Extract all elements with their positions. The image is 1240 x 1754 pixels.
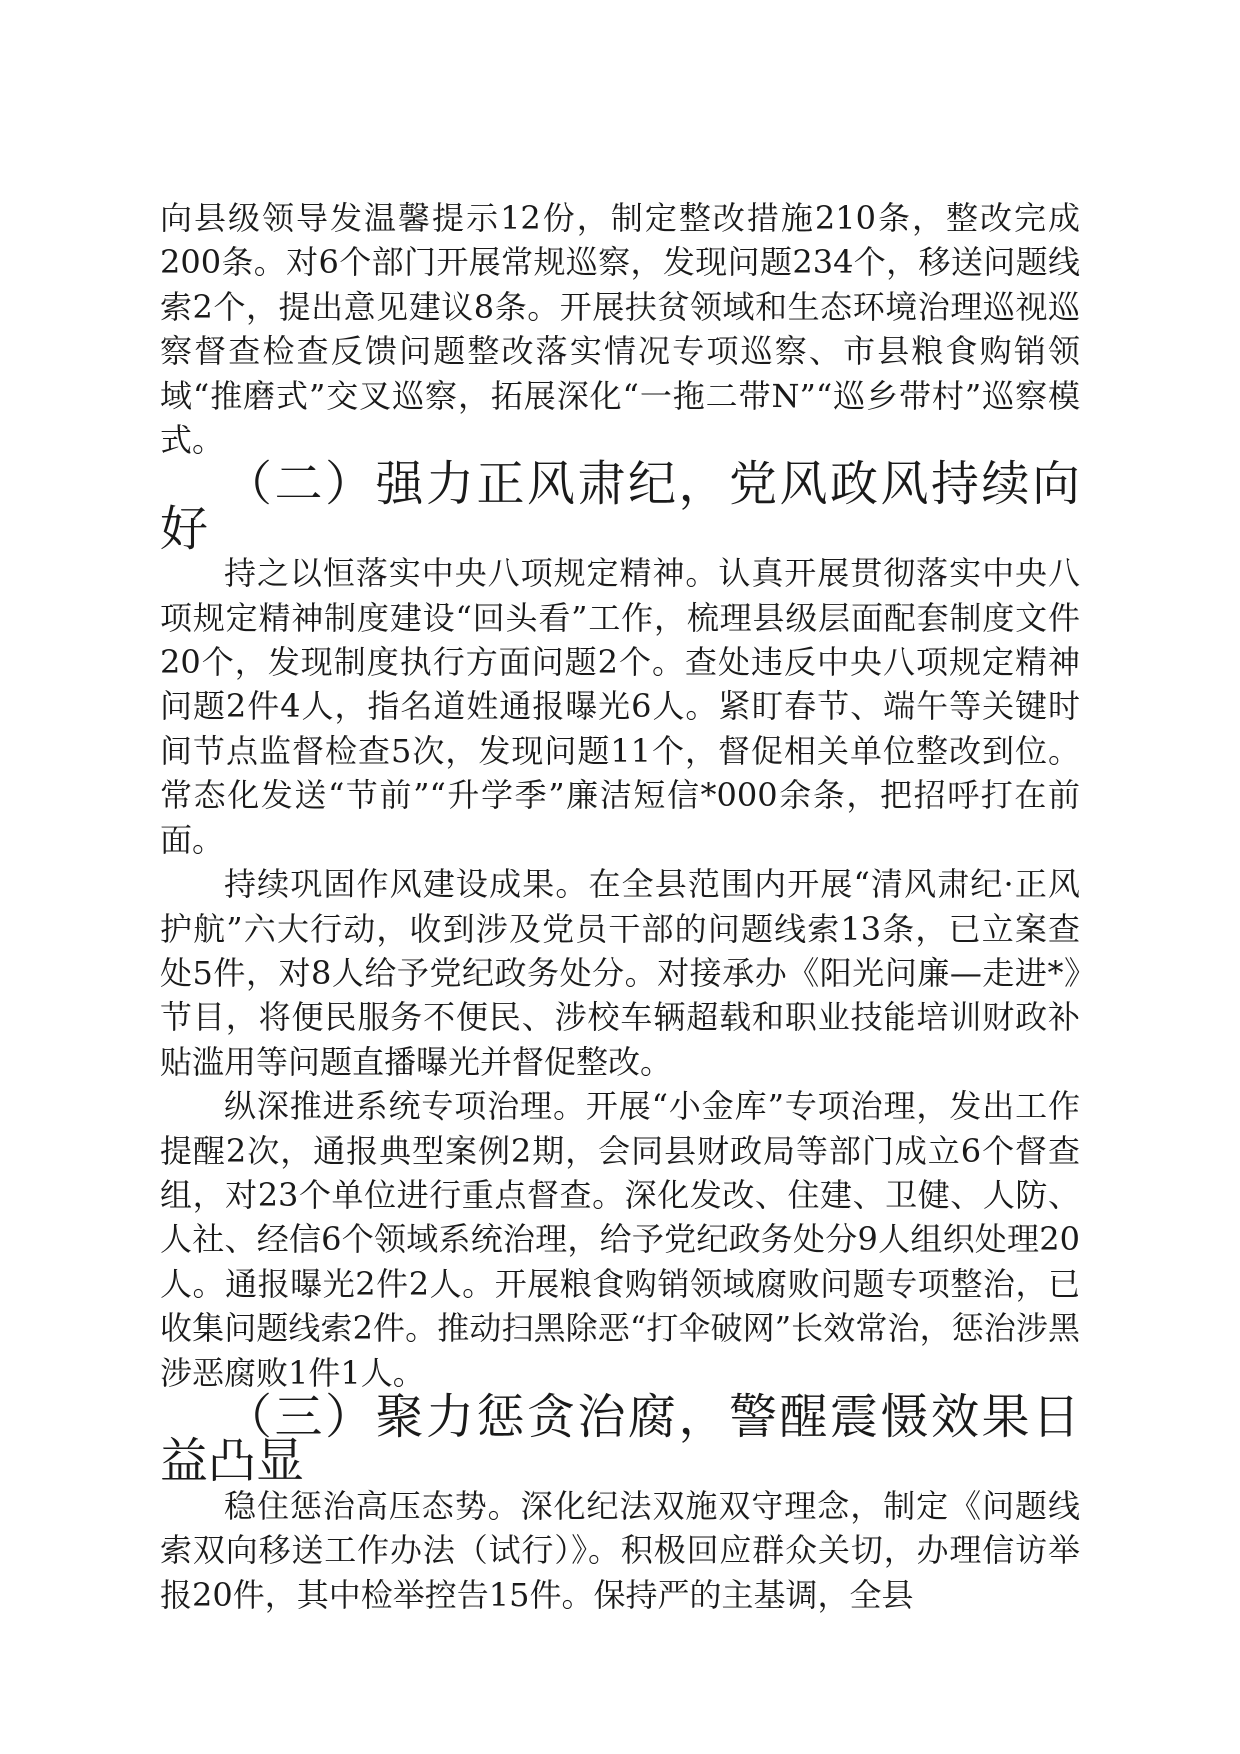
paragraph-special-governance: 纵深推进系统专项治理。开展“小金库”专项治理，发出工作提醒2次，通报典型案例2期，会同县财政局等部门成立6个督查组，对23个单位进行重点督查。深化发改、住建、卫健、人防、人社、经信6个领域系统治理，给予党纪政务处分9人组织处理20人。通报曝光2件2人。开展粮食购销领域腐败问题专项整治，已收集问题线索2件。推动扫黑除恶“打伞破网”长效常治，惩治涉黑涉恶腐败1件1人。 — [160, 1087, 1080, 1392]
section-heading-two: （二）强力正风肃纪，党风政风持续向好 — [160, 456, 1080, 557]
paragraph-eight-rules: 持之以恒落实中央八项规定精神。认真开展贯彻落实中央八项规定精神制度建设“回头看”工作，梳理县级层面配套制度文件20个，发现制度执行方面问题2个。查处违反中央八项规定精神问题2件4人，指名道姓通报曝光6人。紧盯春节、端午等关键时间节点监督检查5次，发现问题11个，督促相关单位整改到位。常态化发送“节前”“升学季”廉洁短信*000余条，把招呼打在前面。 — [160, 554, 1080, 859]
document-page — [160, 196, 1080, 1617]
paragraph-style-building: 持续巩固作风建设成果。在全县范围内开展“清风肃纪·正风护航”六大行动，收到涉及党员干部的问题线索13条，已立案查处5件，对8人给予党纪政务处分。对接承办《阳光问廉—走进*》节目，将便民服务不便民、涉校车辆超载和职业技能培训财政补贴滥用等问题直播曝光并督促整改。 — [160, 865, 1080, 1081]
paragraph-continuation: 向县级领导发温馨提示12份，制定整改措施210条，整改完成200条。对6个部门开展常规巡察，发现问题234个，移送问题线索2个，提出意见建议8条。开展扶贫领域和生态环境治理巡视巡察督查检查反馈问题整改落实情况专项巡察、市县粮食购销领域“推磨式”交叉巡察，拓展深化“一拖二带N”“巡乡带村”巡察模式。 — [160, 199, 1080, 460]
section-heading-three: （三）聚力惩贪治腐，警醒震慑效果日益凸显 — [160, 1388, 1080, 1490]
paragraph-high-pressure: 稳住惩治高压态势。深化纪法双施双守理念，制定《问题线索双向移送工作办法（试行）》。积极回应群众关切，办理信访举报20件，其中检举控告15件。保持严的主基调，全县 — [160, 1486, 1080, 1614]
